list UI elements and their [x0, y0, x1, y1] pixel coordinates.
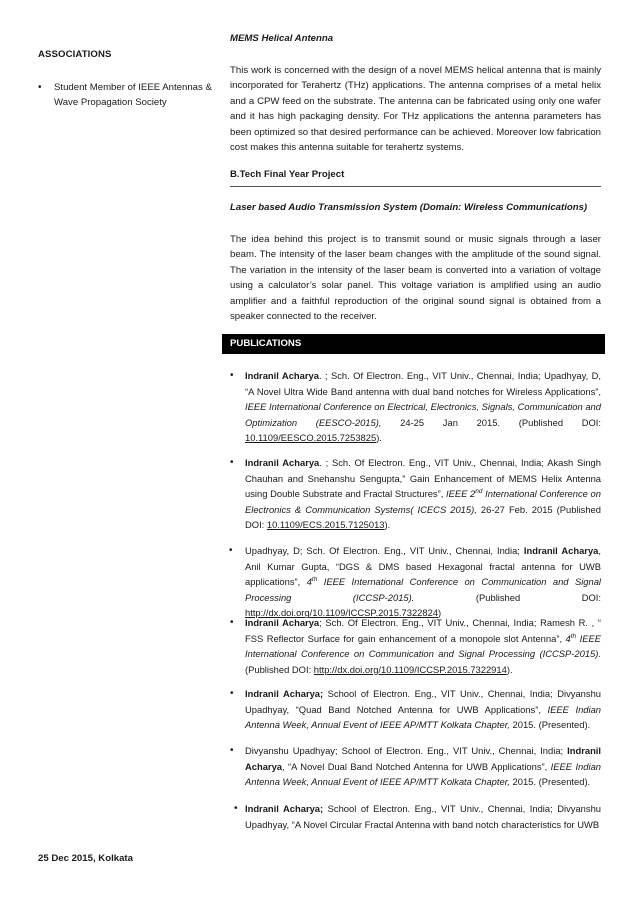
citation-text: . ; Sch. Of Electron. Eng., VIT Univ., Chennai, India; Akash Singh Chauhan and Snehanshu Sengupta,” Gain Enhancement of MEMS Helix Antenna using Double Substrate and Fractal Structures”,: [245, 457, 601, 500]
citation-end: ).: [384, 519, 391, 531]
project-title-mems: MEMS Helical Antenna: [230, 33, 334, 44]
footer-date: 25 Dec 2015, Kolkata: [38, 853, 133, 864]
ordinal-suffix: nd: [475, 488, 483, 496]
citation-venue: International Conference on Electronics & Communication Systems( ICECS 2015),: [245, 488, 601, 515]
publication-item: [234, 801, 601, 832]
bullet: •: [234, 803, 238, 814]
doi-link[interactable]: 10.1109/ECS.2015.7125013: [266, 519, 385, 531]
citation-venue-prefix: 4: [565, 632, 571, 644]
citation-text: ; Sch. Of Electron. Eng., VIT Univ., Chennai, India; Ramesh R. , “ FSS Reflector Surface for gain enhancement of a monopole slot Antenna”,: [245, 617, 601, 644]
section-heading-btech: B.Tech Final Year Project: [230, 169, 601, 187]
citation-venue: IEEE International Conference on Electrical, Electronics, Signals, Communication and Optimization (EESCO-2015),: [245, 401, 601, 428]
doi-link[interactable]: http://dx.doi.org/10.1109/ICCSP.2015.7322824: [245, 607, 439, 619]
publication-item: [230, 368, 601, 446]
publication-item: [230, 455, 601, 533]
citation-end: ).: [376, 432, 382, 444]
citation-text: . ; Sch. Of Electron. Eng., VIT Univ., Chennai, India; Upadhyay, D, “A Novel Ultra Wide Band antenna with dual band notches for Wireless Applications”,: [245, 370, 601, 397]
doi-link[interactable]: 10.1109/EESCO.2015.7253825: [245, 432, 377, 444]
citation-text: School of Electron. Eng., VIT Univ., Chennai, India; Divyanshu Upadhyay, “A Novel Circular Fractal Antenna with band notch characteristics for UWB: [245, 803, 601, 830]
author-name: Indranil Acharya: [245, 370, 319, 381]
publication-item: [230, 615, 602, 677]
citation-text: , “A Novel Dual Band Notched Antenna for UWB Applications”,: [282, 760, 548, 772]
publication-item: [229, 543, 602, 621]
citation-date: (Published DOI:: [245, 663, 312, 675]
citation-text: , Anil Kumar Gupta, “DGS & DMS based Hexagonal fractal antenna for UWB applications”,: [245, 545, 601, 588]
citation-text: Divyanshu Upadhyay;: [245, 745, 338, 756]
associations-list: [38, 80, 218, 110]
bullet: •: [230, 457, 234, 468]
associations-heading: ASSOCIATIONS: [38, 49, 112, 60]
citation-date: (Published DOI:: [475, 591, 601, 603]
citation-text: School of Electron. Eng., VIT Univ., Chennai, India; Divyanshu Upadhyay, “Quad Band Notched Antenna for UWB Applications”,: [245, 688, 601, 715]
citation-venue: IEEE Indian Antenna Week, Annual Event of IEEE AP/MTT Kolkata Chapter,: [245, 760, 601, 788]
bullet: •: [230, 617, 234, 628]
author-name: Indranil Acharya;: [245, 688, 324, 699]
project-description-mems: This work is concerned with the design of a novel MEMS helical antenna that is mainly incorporated for Terahertz (THz) applications. The antenna comprises of a metal helix and a CPW feed on the substrate. The antenna can be fabricated using only one wafer and it has high packaging density. For THz applications the antenna parameters has been optimized so that desired performance can be achieved. Moreover low fabrication cost makes this antenna suitable for terahertz systems.: [230, 65, 601, 154]
publication-item: [230, 743, 602, 790]
project-description-laser: The idea behind this project is to transmit sound or music signals through a laser beam. The intensity of the laser beam changes with the amplitude of the sound signal. The variation in the intensity of the laser beam is converted into a variation of voltage using a calculator’s solar panel. This voltage variation is amplified using an audio amplifier and a faithful reproduction of the original sound signal is obtained from a speaker connected to the receiver.: [230, 234, 601, 323]
bullet: •: [229, 545, 233, 556]
doi-link[interactable]: http://dx.doi.org/10.1109/ICCSP.2015.7322914: [313, 663, 507, 675]
citation-text: School of Electron. Eng., VIT Univ., Chennai, India;: [341, 745, 564, 756]
citation-date: 2015. (Presented).: [512, 776, 591, 788]
author-name: Indranil Acharya: [245, 745, 602, 772]
author-name: Indranil Acharya;: [245, 803, 324, 814]
citation-date: 24-25 Jan 2015. (Published DOI:: [400, 416, 601, 428]
bullet: •: [230, 688, 234, 699]
ordinal-suffix: th: [570, 632, 577, 640]
citation-venue-prefix: IEEE 2: [446, 488, 476, 500]
bullet: •: [230, 745, 234, 756]
project-title-laser: Laser based Audio Transmission System (Domain: Wireless Communications): [230, 202, 588, 213]
bullet: •: [230, 370, 234, 381]
author-name: Indranil Acharya: [523, 545, 599, 556]
citation-date: 26-27 Feb. 2015 (Published DOI:: [245, 503, 601, 531]
publications-heading: PUBLICATIONS: [222, 334, 605, 354]
citation-venue: IEEE International Conference on Communication and Signal Processing (ICCSP-2015).: [245, 632, 602, 660]
citation-venue-prefix: 4: [306, 576, 312, 588]
citation-date: 2015. (Presented).: [512, 719, 591, 731]
ordinal-suffix: th: [311, 576, 318, 584]
association-item: • Student Member of IEEE Antennas & Wave Propagation Society: [38, 80, 218, 110]
author-name: Indranil Acharya: [245, 617, 320, 628]
citation-venue: IEEE International Conference on Communication and Signal Processing (ICCSP-2015).: [245, 576, 602, 603]
citation-end: ).: [506, 663, 513, 675]
citation-venue: IEEE Indian Antenna Week, Annual Event of IEEE AP/MTT Kolkata Chapter,: [245, 703, 602, 731]
author-name: Indranil Acharya: [245, 457, 320, 468]
citation-end: ): [438, 607, 442, 619]
citation-text: Upadhyay, D; Sch. Of Electron. Eng., VIT Univ., Chennai, India;: [245, 545, 520, 556]
publication-item: [230, 686, 602, 733]
